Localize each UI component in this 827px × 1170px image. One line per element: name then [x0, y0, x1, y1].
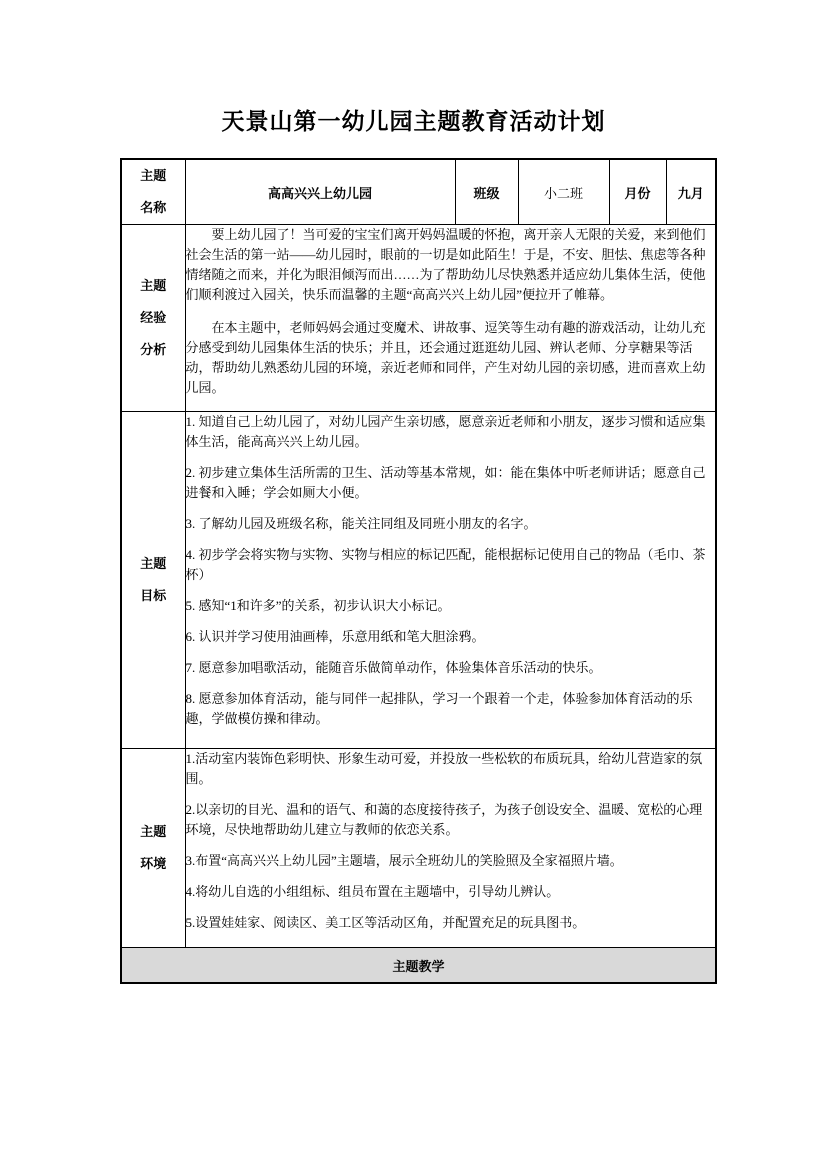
analysis-paragraph: 要上幼儿园了！当可爱的宝宝们离开妈妈温暖的怀抱，离开亲人无限的关爱，来到他们社会生活的第一站——幼儿园时，眼前的一切是如此陌生！于是，不安、胆怯、焦虑等各种情绪随之而来，并化为眼泪倾泻而出……为了帮助幼儿尽快熟悉并适应幼儿集体生活，使他们顺利渡过入园关，快乐而温馨的主题“高高兴兴上幼儿园”便拉开了帷幕。 [185, 227, 706, 302]
environment-item: 4.将幼儿自选的小组组标、组员布置在主题墙中，引导幼儿辨认。 [185, 884, 560, 899]
month-value-cell: 九月 [666, 159, 716, 225]
class-label-cell: 班级 [455, 159, 518, 225]
theme-name-label-cell [121, 159, 185, 225]
goal-item: 2. 初步建立集体生活所需的卫生、活动等基本常规，如：能在集体中听老师讲话；愿意自己进餐和入睡；学会如厕大小便。 [185, 465, 706, 500]
theme-teaching-header-cell: 主题教学 [121, 948, 716, 984]
label-line: 名称 [140, 200, 167, 215]
analysis-paragraph: 在本主题中，老师妈妈会通过变魔术、讲故事、逗笑等生动有趣的游戏活动，让幼儿充分感受到幼儿园集体生活的快乐；并且，还会通过逛逛幼儿园、辨认老师、分享糖果等活动，帮助幼儿熟悉幼儿园的环境，亲近老师和同伴，产生对幼儿园的亲切感，进而喜欢上幼儿园。 [185, 320, 706, 395]
class-value-cell: 小二班 [518, 159, 609, 225]
theme-environment-content-cell [185, 749, 716, 948]
theme-goals-label [122, 548, 185, 612]
environment-item: 5.设置娃娃家、阅读区、美工区等活动区角，并配置充足的玩具图书。 [185, 915, 586, 930]
label-line: 环境 [140, 856, 167, 871]
label-line: 目标 [140, 588, 167, 603]
label-line: 分析 [140, 342, 167, 357]
label-line: 主题 [140, 168, 167, 183]
table-row [121, 412, 716, 749]
experience-analysis-label [122, 270, 185, 366]
environment-item: 2.以亲切的目光、温和的语气、和蔼的态度接待孩子，为孩子创设安全、温暖、宽松的心理环境，尽快地帮助幼儿建立与教师的依恋关系。 [185, 802, 703, 837]
activity-plan-table [120, 158, 717, 984]
label-line: 主题 [140, 278, 167, 293]
theme-goals-content-cell [185, 412, 716, 749]
theme-name-value-cell: 高高兴兴上幼儿园 [185, 159, 455, 225]
experience-analysis-label-cell [121, 225, 185, 412]
theme-goals-label-cell [121, 412, 185, 749]
goal-item: 3. 了解幼儿园及班级名称，能关注同组及同班小朋友的名字。 [185, 516, 537, 531]
table-row [121, 159, 716, 225]
label-line: 主题 [140, 556, 167, 571]
goal-item: 8. 愿意参加体育活动，能与同伴一起排队，学习一个跟着一个走，体验参加体育活动的乐趣，学做模仿操和律动。 [185, 691, 693, 726]
goal-item: 5. 感知“1和许多”的关系，初步认识大小标记。 [185, 598, 451, 613]
theme-environment-label [122, 816, 185, 880]
document-title: 天景山第一幼儿园主题教育活动计划 [221, 109, 606, 134]
goal-item: 1. 知道自己上幼儿园了，对幼儿园产生亲切感，愿意亲近老师和小朋友，逐步习惯和适应集体生活，能高高兴兴上幼儿园。 [185, 414, 706, 449]
goal-item: 6. 认识并学习使用油画棒，乐意用纸和笔大胆涂鸦。 [185, 629, 485, 644]
goal-item: 7. 愿意参加唱歌活动，能随音乐做简单动作，体验集体音乐活动的快乐。 [185, 660, 602, 675]
table-row [121, 749, 716, 948]
experience-analysis-content-cell [185, 225, 716, 412]
label-line: 主题 [140, 824, 167, 839]
environment-item: 1.活动室内装饰色彩明快、形象生动可爱，并投放一些松软的布质玩具，给幼儿营造家的氛围。 [185, 751, 703, 786]
label-line: 经验 [140, 310, 167, 325]
theme-environment-label-cell [121, 749, 185, 948]
environment-item: 3.布置“高高兴兴上幼儿园”主题墙，展示全班幼儿的笑脸照及全家福照片墙。 [185, 853, 623, 868]
table-row [121, 948, 716, 984]
table-row [121, 225, 716, 412]
theme-name-label [122, 160, 185, 224]
goal-item: 4. 初步学会将实物与实物、实物与相应的标记匹配，能根据标记使用自己的物品（毛巾、茶杯） [185, 547, 706, 582]
month-label-cell: 月份 [609, 159, 666, 225]
